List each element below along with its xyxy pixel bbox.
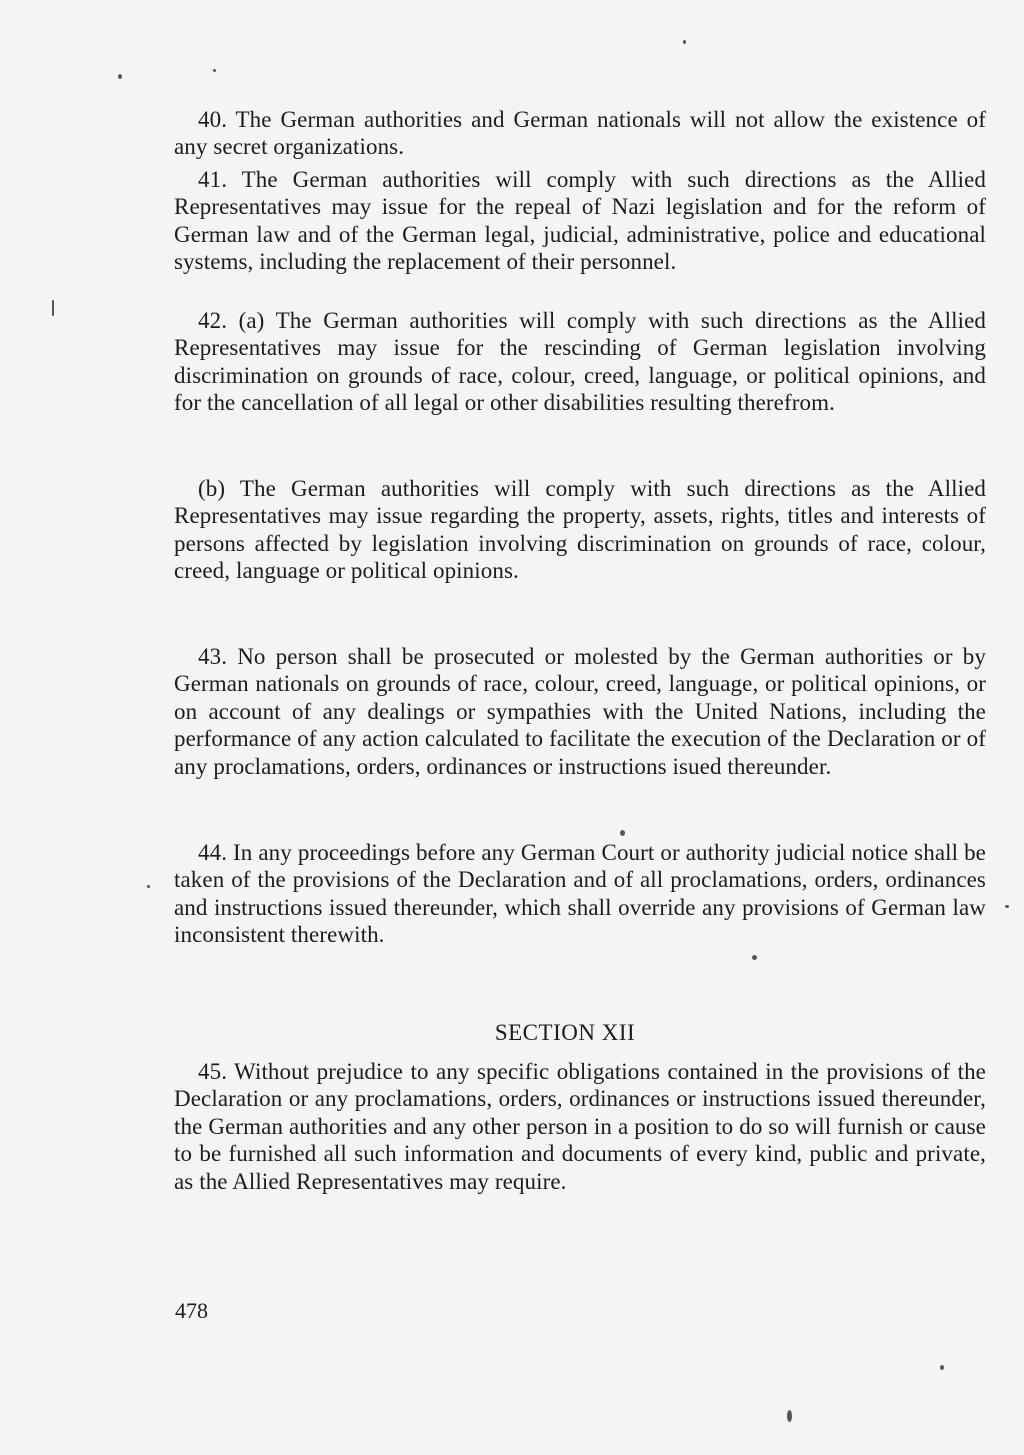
scan-speck [213,69,216,72]
paragraph-44: 44. In any proceedings before any German Court or authority judicial notice shall be taken of the provisions of the Declaration and of all proclamations, orders, ordinances and instructions issued thereunder, which shall override any provisions of German law inconsistent therewith. [174,840,986,948]
paragraph-40: 40. The German authorities and German nationals will not allow the existence of any secret organizations. [174,107,986,160]
scan-speck [787,1410,792,1422]
scan-speck [620,830,625,836]
scan-speck [1005,905,1009,908]
paragraph-42a: 42. (a) The German authorities will comply with such directions as the Allied Representatives may issue for the rescinding of German legislation involving discrimination on grounds of race, colour, creed, language, or political opinions, and for the cancellation of all legal or other disabilities resulting therefrom. [174,308,986,416]
paragraph-43: 43. No person shall be prosecuted or molested by the German authorities or by German nationals on grounds of race, colour, creed, language, or political opinions, or on account of any dealings or sympathies with the United Nations, including the performance of any action calculated to facilitate the execution of the Declaration or of any proclamations, orders, ordinances or instructions isued thereunder. [174,644,986,779]
paragraph-45: 45. Without prejudice to any specific obligations contained in the provisions of the Declaration or any proclamations, orders, ordinances or instructions issued thereunder, the German authorities and any other person in a position to do so will furnish or cause to be furnished all such information and documents of every kind, public and private, as the Allied Representatives may require. [174,1059,986,1194]
paragraph-41: 41. The German authorities will comply with such directions as the Allied Representatives may issue for the repeal of Nazi legislation and for the reform of German law and of the German legal, judicial, administrative, police and educational systems, including the replacement of their personnel. [174,167,986,275]
scan-speck [147,885,150,888]
scan-speck [752,955,757,960]
scan-speck [52,300,54,316]
section-heading: SECTION XII [494,1020,636,1045]
scan-speck [118,74,122,79]
scan-speck [940,1365,944,1370]
paragraph-42b: (b) The German authorities will comply with such directions as the Allied Representatives may issue regarding the property, assets, rights, titles and interests of persons affected by legislation involving discrimination on grounds of race, colour, creed, language or political opinions. [174,476,986,584]
scan-speck [683,40,686,44]
page-number: 478 [175,1298,208,1323]
